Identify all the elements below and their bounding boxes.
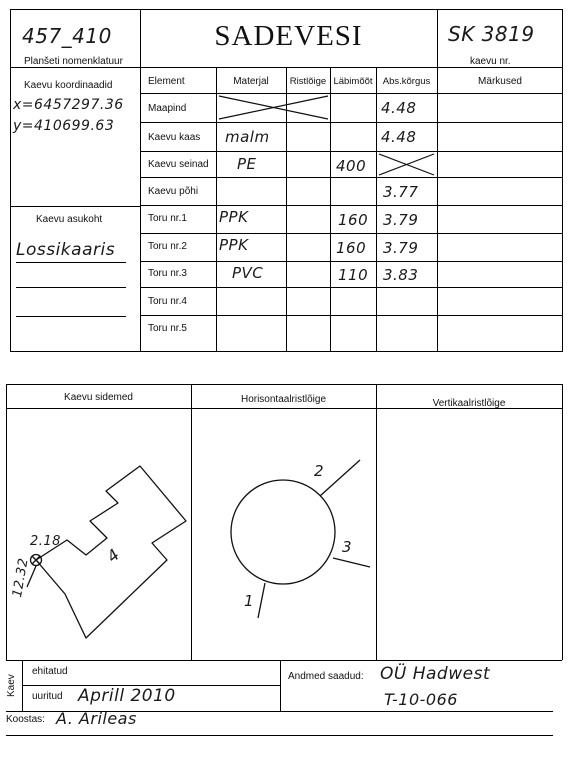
- row-label: Maapind: [148, 103, 187, 114]
- pipe-label: 3: [342, 538, 353, 556]
- coordinate-y: y=410699.63: [13, 118, 115, 134]
- cell-material: PE: [237, 155, 257, 173]
- data-from-label: Andmed saadud:: [288, 671, 364, 682]
- cell-height: 3.83: [383, 266, 419, 284]
- col-header-cross-section: Ristlõige: [289, 76, 327, 87]
- section-ties-title: Kaevu sidemed: [64, 392, 133, 403]
- section-vertical-title: Vertikaalristlõige: [432, 398, 506, 409]
- cell-diameter: 160: [336, 239, 367, 257]
- location-value: Lossikaaris: [16, 240, 116, 260]
- col-header-notes: Märkused: [478, 76, 522, 87]
- cell-material: PVC: [232, 264, 264, 282]
- measured-value: Aprill 2010: [78, 686, 176, 706]
- cell-height: 3.79: [383, 211, 419, 229]
- cell-height: 3.79: [383, 239, 419, 257]
- cell-height: 3.77: [383, 183, 419, 201]
- cell-diameter: 110: [338, 266, 369, 284]
- row-label: Toru nr.1: [148, 213, 187, 224]
- row-label: Kaevu kaas: [148, 132, 201, 143]
- cell-height: 4.48: [381, 128, 417, 146]
- cell-material: malm: [225, 128, 270, 146]
- row-label: Toru nr.5: [148, 323, 187, 334]
- row-label: Toru nr.2: [148, 241, 187, 252]
- location-label: Kaevu asukoht: [36, 214, 103, 225]
- nomenclature-value: 457_410: [22, 24, 112, 48]
- col-header-material: Materjal: [233, 76, 269, 87]
- compiled-label: Koostas:: [6, 714, 45, 725]
- built-label: ehitatud: [32, 666, 68, 677]
- cell-height: 4.48: [381, 99, 417, 117]
- row-label: Kaevu seinad: [148, 159, 209, 170]
- col-header-diameter: Läbimõõt: [333, 76, 373, 87]
- data-from-value: OÜ Hadwest: [380, 664, 491, 684]
- compiled-value: A. Arileas: [56, 709, 137, 728]
- cell-material: PPK: [219, 236, 249, 254]
- pipe-label: 2: [314, 462, 325, 480]
- coordinates-label: Kaevu koordinaadid: [24, 80, 113, 91]
- cell-material: PPK: [219, 208, 249, 226]
- well-code: SK 3819: [448, 22, 535, 46]
- building-number: 4: [103, 544, 124, 567]
- measured-label: uuritud: [32, 691, 63, 702]
- well-label: kaevu nr.: [470, 56, 511, 67]
- col-header-abs-height: Abs.kõrgus: [382, 76, 431, 87]
- cell-diameter: 400: [336, 157, 367, 175]
- dim-label: 2.18: [30, 534, 61, 549]
- col-header-element: Element: [148, 76, 185, 87]
- row-label: Toru nr.3: [148, 268, 187, 279]
- form-title: SADEVESI: [214, 20, 363, 52]
- side-label: Kaev: [6, 674, 17, 697]
- dim-label: 12.32: [10, 556, 32, 599]
- section-horizontal-title: Horisontaalristlõige: [240, 394, 327, 405]
- pipe-label: 1: [244, 592, 255, 610]
- row-label: Toru nr.4: [148, 296, 187, 307]
- nomenclature-label: Planšeti nomenklatuur: [24, 56, 123, 67]
- row-label: Kaevu põhi: [148, 186, 199, 197]
- data-from-ref: T-10-066: [384, 690, 458, 709]
- coordinate-x: x=6457297.36: [13, 97, 124, 113]
- cell-diameter: 160: [338, 211, 369, 229]
